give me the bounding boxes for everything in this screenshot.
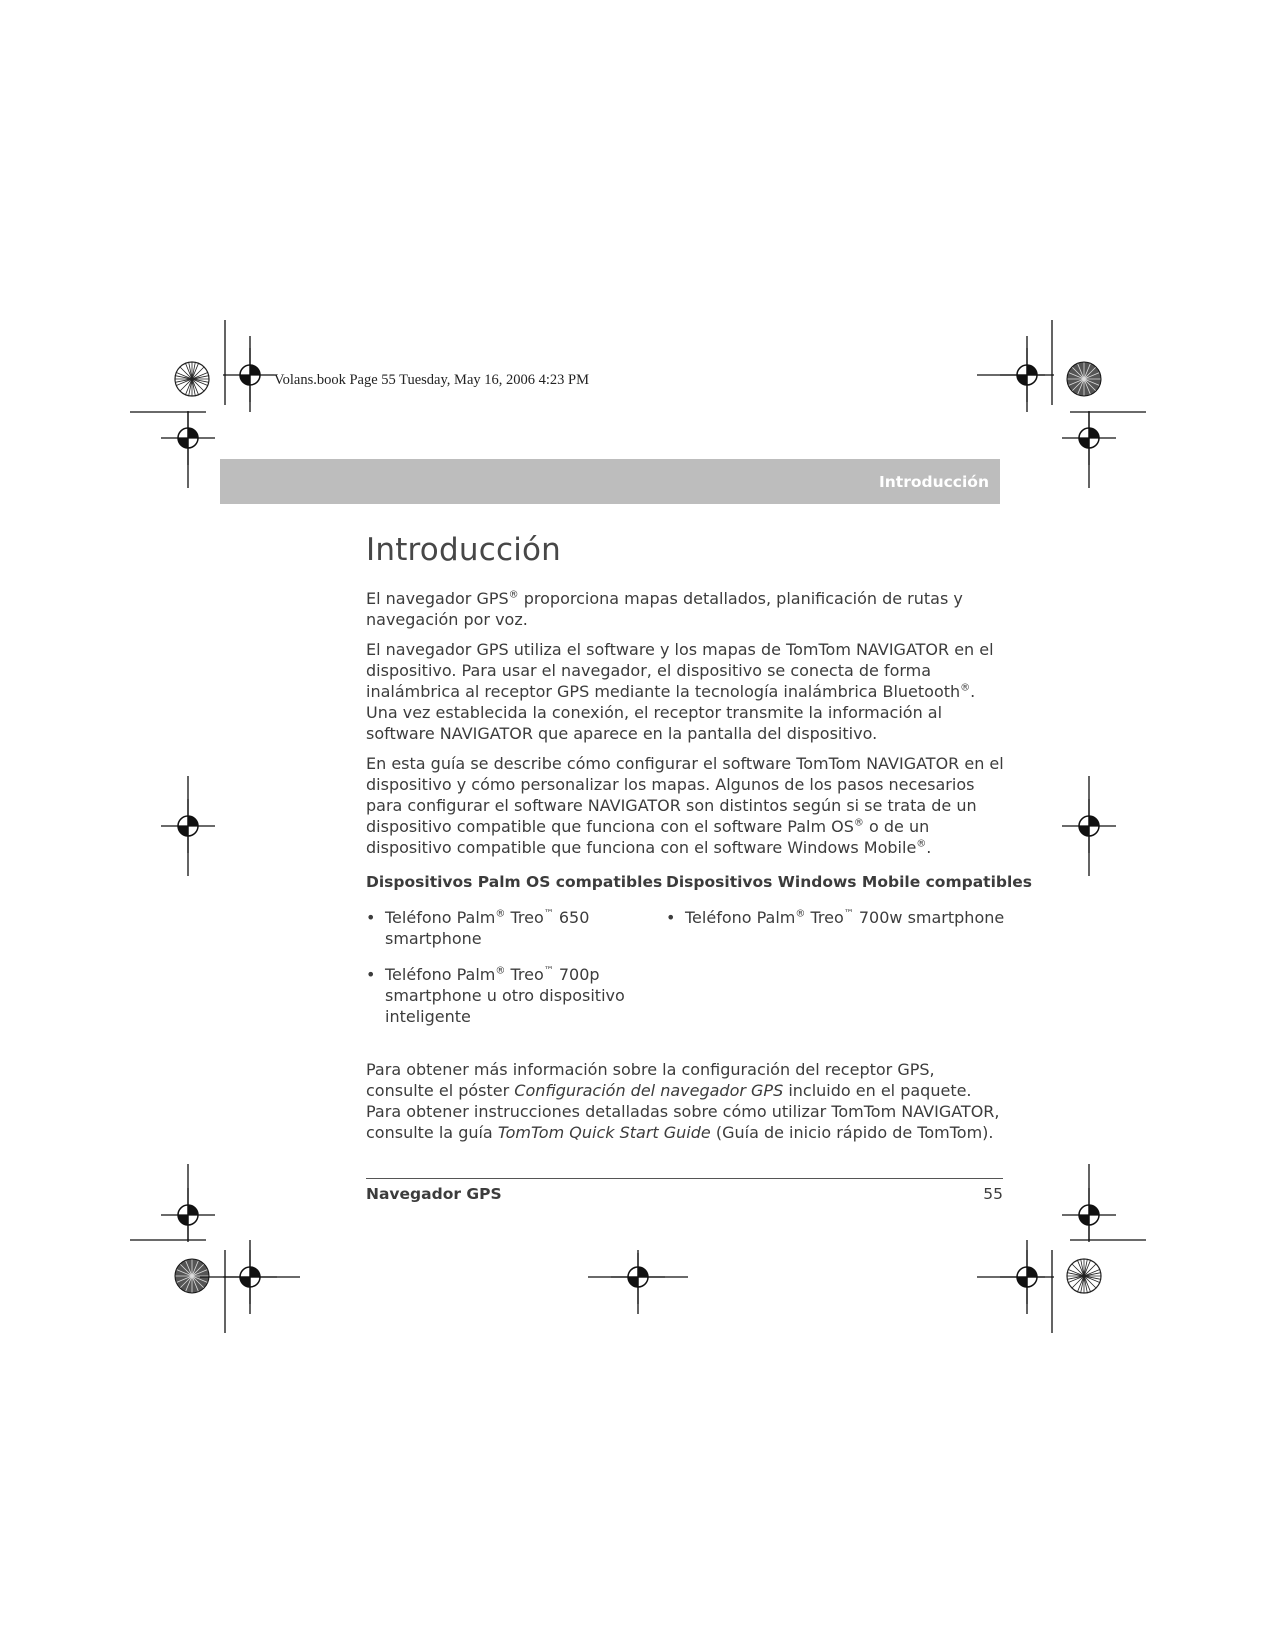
list-item: • Teléfono Palm® Treo™ 700w smartphone: [666, 908, 1005, 927]
windows-devices-heading: Dispositivos Windows Mobile compatibles: [666, 873, 1033, 891]
windows-devices-column: [666, 872, 1033, 1042]
star-target-icon: [175, 362, 209, 396]
palm-devices-list: [366, 907, 666, 1027]
page-body: [366, 532, 1033, 1152]
closing-paragraph: Para obtener más información sobre la configuración del receptor GPS, consulte el póster Configuración del navegador GPS incluido en el paquete. Para obtener instrucciones detalladas sobre cómo utilizar TomTom NAVIGATOR, consulte la guía TomTom Quick Start Guide (Guía de inicio rápido de TomTom).: [366, 1060, 1000, 1142]
list-item: • Teléfono Palm® Treo™ 700p smartphone u otro dispositivo inteligente: [366, 965, 625, 1026]
intro-paragraph-3: En esta guía se describe cómo configurar el software TomTom NAVIGATOR en el dispositivo y cómo personalizar los mapas. Algunos de los pasos necesarios para configurar el software NAVIGATOR son distintos según si se trata de un dispositivo compatible que funciona con el software Palm OS® o de un dispositivo compatible que funciona con el software Windows Mobile®.: [366, 754, 1004, 857]
poster-title-reference: Configuración del navegador GPS: [514, 1081, 784, 1100]
star-target-icon: [1067, 362, 1101, 396]
footer-product-name: Navegador GPS: [366, 1185, 502, 1203]
star-target-icon: [175, 1259, 209, 1293]
intro-paragraph-2: El navegador GPS utiliza el software y los mapas de TomTom NAVIGATOR en el dispositivo. Para usar el navegador, el dispositivo se conecta de forma inalámbrica al receptor GPS mediante la tecnología inalámbrica Bluetooth®. Una vez establecida la conexión, el receptor transmite la información al software NAVIGATOR que aparece en la pantalla del dispositivo.: [366, 640, 994, 743]
running-header-band: [220, 459, 1000, 504]
page-footer: [366, 1178, 1003, 1203]
palm-devices-column: [366, 872, 666, 1042]
list-item: • Teléfono Palm® Treo™ 650 smartphone: [366, 908, 590, 948]
print-slug-line: Volans.book Page 55 Tuesday, May 16, 2006 4:23 PM: [274, 372, 589, 388]
compatible-devices-columns: [366, 872, 1033, 1042]
star-target-icon: [1067, 1259, 1101, 1293]
quick-start-guide-reference: TomTom Quick Start Guide: [497, 1123, 711, 1142]
running-header-title: Introducción: [878, 473, 989, 491]
palm-devices-heading: Dispositivos Palm OS compatibles: [366, 873, 663, 891]
page-title: Introducción: [366, 532, 562, 568]
intro-paragraph-1: El navegador GPS® proporciona mapas detallados, planificación de rutas y navegación por voz.: [366, 589, 963, 629]
windows-devices-list: [666, 907, 1006, 928]
page-number: 55: [983, 1185, 1003, 1203]
